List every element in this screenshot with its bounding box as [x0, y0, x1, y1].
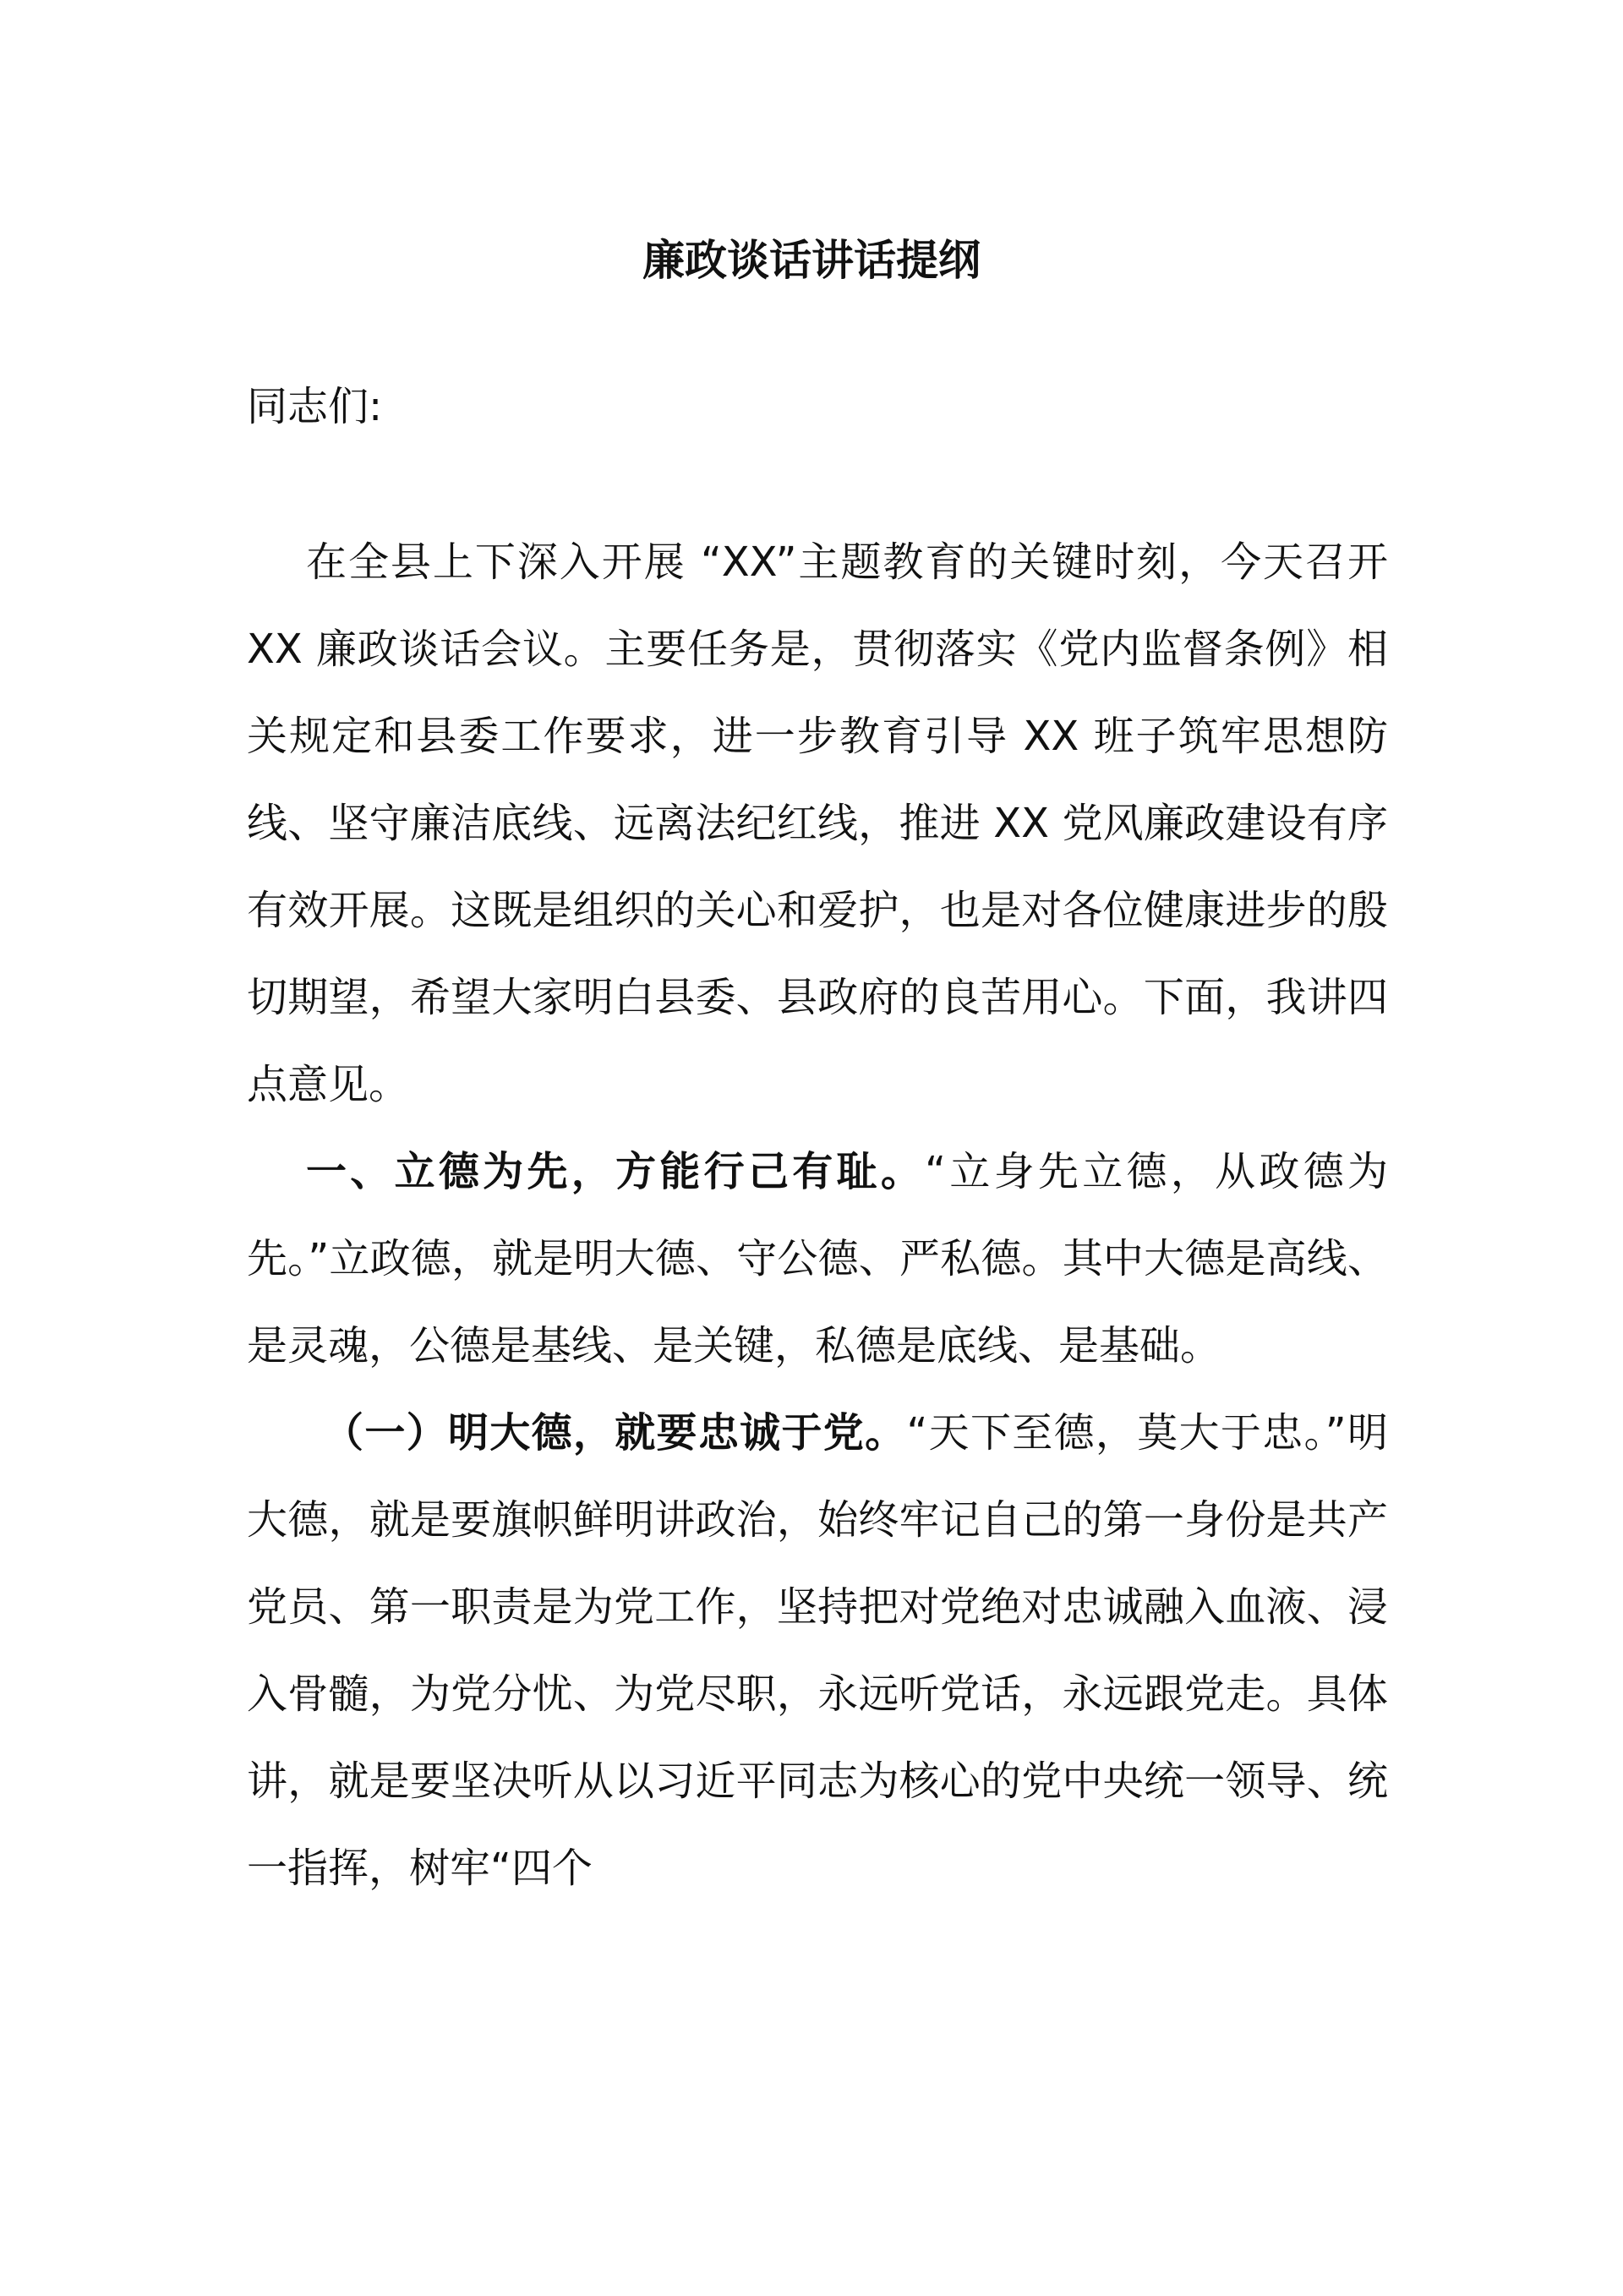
section-1-heading: 一、立德为先，方能行己有耻。: [306, 1148, 926, 1195]
paragraph-intro: [247, 519, 1388, 1129]
section-1-text: “立身先立德，从政德为先。”立政德，就是明大德、守公德、严私德。其中大德是高线、是灵魂，公德是基线、是关键，私德是底线、是基础。: [247, 1148, 1388, 1369]
paragraph-intro-text: 在全县上下深入开展 “XX”主题教育的关键时刻，今天召开 XX 廉政谈话会议。主要任务是，贯彻落实《党内监督条例》相关规定和县委工作要求，进一步教育引导 XX 班子筑牢思想防线、坚守廉洁底线、远离法纪红线，推进 XX 党风廉政建设有序有效开展。这既是组织的关心和爱护，也是对各位健康进步的殷切期望，希望大家明白县委、县政府的良苦用心。下面，我讲四点意见。: [247, 538, 1388, 1108]
document-title: 廉政谈话讲话提纲: [642, 236, 981, 285]
paragraph-subsection-1: [247, 1390, 1388, 1912]
salutation: 同志们:: [247, 383, 383, 430]
paragraph-section-1: [247, 1129, 1388, 1390]
document-body: [247, 519, 1388, 1912]
subsection-1-heading: （一）明大德，就要忠诚于党。: [323, 1409, 907, 1457]
subsection-1-text: “天下至德，莫大于忠。”明大德，就是要旗帜鲜明讲政治，始终牢记自己的第一身份是共产党员、第一职责是为党工作，坚持把对党绝对忠诚融入血液、浸入骨髓，为党分忧、为党尽职，永远听党话，永远跟党走。具体讲，就是要坚决听从以习近平同志为核心的党中央统一领导、统一指挥，树牢“四个: [247, 1409, 1388, 1892]
